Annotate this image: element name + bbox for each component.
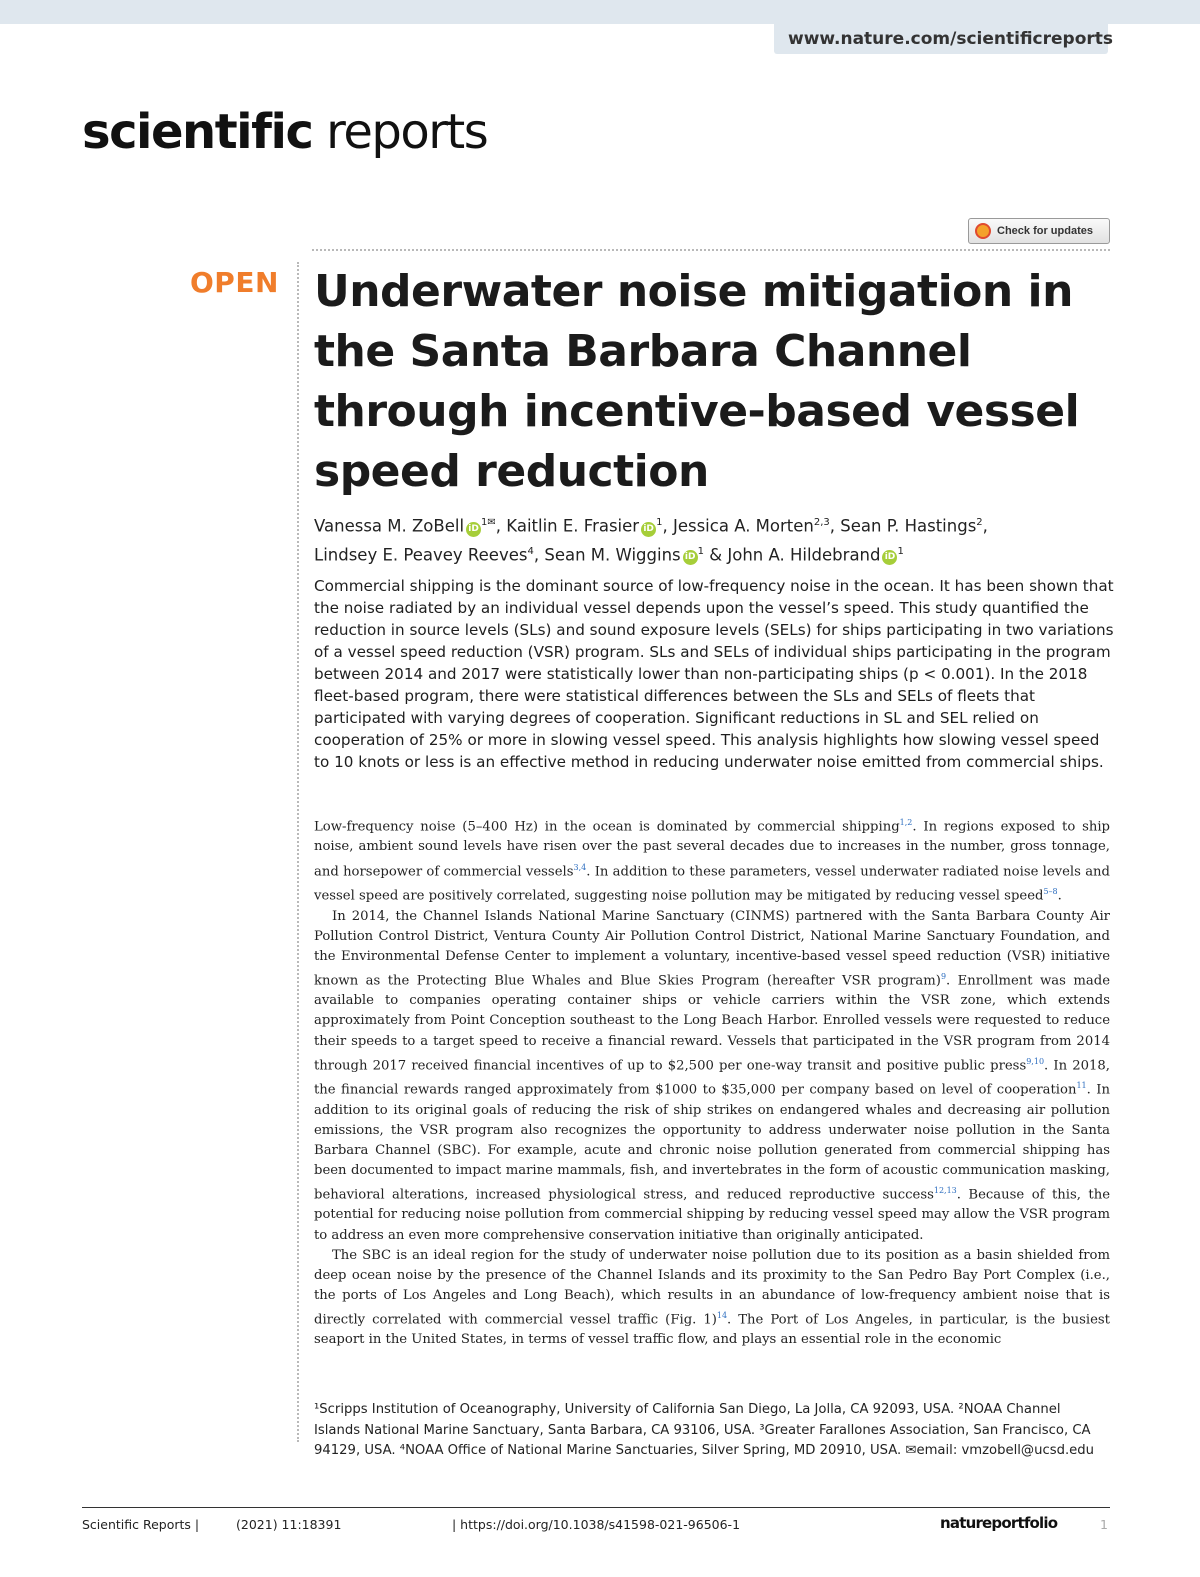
open-access-label: OPEN [190,266,279,299]
top-banner [0,0,1200,24]
footer-journal: Scientific Reports | [82,1517,200,1532]
author-affiliation-sup: 2 [976,517,983,528]
dotted-divider-left [297,262,299,1442]
footer-divider [82,1507,1110,1508]
footer-doi-link[interactable]: | https://doi.org/10.1038/s41598-021-96506-1 [452,1517,741,1532]
journal-url-link[interactable]: www.nature.com/scientificreports [774,24,1108,54]
citation-ref-link[interactable]: 1,2 [899,818,913,827]
author-affiliation-sup: 2,3 [813,517,830,528]
citation-ref-link[interactable]: 14 [716,1310,728,1320]
logo-reports: reports [312,104,488,160]
citation-ref-link[interactable]: 5–8 [1043,887,1058,897]
logo-scientific: scientific [82,104,313,160]
author-name[interactable]: Sean P. Hastings [840,516,977,536]
citation-ref-link[interactable]: 9,10 [1026,1056,1045,1066]
page-number: 1 [1100,1517,1108,1532]
citation-ref-link[interactable]: 9 [940,971,947,981]
author-affiliation-sup: 1 [656,517,663,528]
nature-portfolio-logo: natureportfolio [940,1514,1058,1532]
dotted-divider-top [312,249,1110,251]
author-name[interactable]: John A. Hildebrand [727,545,881,564]
body-paragraph: The SBC is an ideal region for the study of underwater noise pollution due to its position as a basin shielded from deep ocean noise by the presence of the Channel Islands and its proximity to the San Pedro Bay Port Complex (i.e., the ports of Los Angeles and Long Beach), which results in an abundance of low-frequency ambient noise that is directly correlated with commercial vessel traffic (Fig. 1)$^{14}$. The Port of Los Angeles, in particular, is the busiest seaport in the United States, in terms of vessel traffic flow, and plays an essential role in the economic [314,1247,1110,1348]
orcid-icon[interactable]: iD [641,522,656,537]
author-affiliation-sup: 1 [697,545,705,557]
author-affiliation-sup: 4 [527,545,534,557]
article-title: Underwater noise mitigation in the Santa Barbara Channel through incentive-based vessel speed reduction [314,266,1080,497]
author-name[interactable]: Sean M. Wiggins [544,545,681,564]
author-name[interactable]: Lindsey E. Peavey Reeves [314,545,528,564]
citation-ref-link[interactable]: 3,4 [573,862,587,872]
footer-citation: (2021) 11:18391 [236,1517,342,1532]
citation-ref-link[interactable]: 12,13 [933,1185,957,1195]
check-for-updates-button[interactable] [968,218,1110,244]
body-paragraph: In 2014, the Channel Islands National Marine Sanctuary (CINMS) partnered with the Santa Barbara County Air Pollution Control District, Ventura County Air Pollution Control District, National Marine Sanctuary Foundation, and the Environmental Defense Center to implement a voluntary, incentive-based vessel speed reduction (VSR) initiative known as the Protecting Blue Whales and Blue Skies Program (hereafter VSR program)$^9$. Enrollment was made available to companies operating container ships or vehicle carriers within the VSR zone, which extends approximately from Point Conception southeast to the Long Beach Harbor. Enrolled vessels were requested to reduce their speeds to a target speed to receive a financial reward. Vessels that participated in the VSR program from 2014 through 2017 received financial incentives of up to $2,500 per one-way transit and positive public press$^{9,10}$. In 2018, the financial rewards ranged approximately from $1000 to $35,000 per company based on level of cooperation$^{11}$. In addition to its original goals of reducing the risk of ship strikes on endangered whales and decreasing air pollution emissions, the VSR program also recognizes the opportunity to address underwater noise pollution in the Santa Barbara Channel (SBC). For example, acute and chronic noise pollution generated from commercial shipping has been documented to impact marine mammals, fish, and invertebrates in the form of acoustic communication masking, behavioral alterations, increased physiological stress, and reduced reproductive success$^{12,13}$. Because of this, the potential for reducing noise pollution from commercial shipping by reducing vessel speed may allow the VSR program to address an even more comprehensive conservation initiative than originally anticipated. [314,908,1110,1243]
citation-ref-link[interactable]: 11 [1076,1081,1087,1091]
author-list: Vanessa M. ZoBell $iD^{1✉}$, Kaitlin E. Frasier $iD^1$, Jessica A. Morten$^{2,3}$, Sean P. Hastings$^2$, Lindsey E. Peavey Reeves$^4$, Sean M. Wiggins $iD^1$ & John A. Hildebrand $iD^1$ [314,516,988,564]
author-name[interactable]: Jessica A. Morten [672,516,814,536]
journal-logo[interactable] [82,104,487,160]
article-body [314,813,1110,1350]
abstract: Commercial shipping is the dominant source of low-frequency noise in the ocean. It has been shown that the noise radiated by an individual vessel depends upon the vessel’s speed. This study quantified the reduction in source levels (SLs) and sound exposure levels (SELs) for ships participating in two variations of a vessel speed reduction (VSR) program. SLs and SELs of individual ships participating in the program between 2014 and 2017 were statistically lower than non-participating ships (p < 0.001). In the 2018 fleet-based program, there were statistical differences between the SLs and SELs of fleets that participated with varying degrees of cooperation. Significant reductions in SL and SEL relied on cooperation of 25% or more in slowing vessel speed. This analysis highlights how slowing vessel speed to 10 knots or less is an effective method in reducing underwater noise emitted from commercial ships. [314,577,1114,771]
orcid-icon[interactable]: iD [683,550,698,565]
author-affiliation-sup: 1 [897,545,904,557]
author-name[interactable]: Kaitlin E. Frasier [506,516,640,536]
orcid-icon[interactable]: iD [882,550,897,565]
author-name[interactable]: Vanessa M. ZoBell [314,516,465,536]
check-updates-label: Check for updates [997,225,1093,237]
body-paragraph: Low-frequency noise (5–400 Hz) in the ocean is dominated by commercial shipping$^{1,2}$. In regions exposed to ship noise, ambient sound levels have risen over the past several decades due to increases in the number, gross tonnage, and horsepower of commercial vessels$^{3,4}$. In addition to these parameters, vessel underwater radiated noise levels and vessel speed are positively correlated, suggesting noise pollution may be mitigated by reducing vessel speed$^{5-8}$. [314,818,1110,904]
affiliations: ¹Scripps Institution of Oceanography, University of California San Diego, La Jolla, CA 92093, USA. ²NOAA Channel Islands National Marine Sanctuary, Santa Barbara, CA 93106, USA. ³Greater Farallones Association, San Francisco, CA 94129, USA. ⁴NOAA Office of National Marine Sanctuaries, Silver Spring, MD 20910, USA. ✉email: vmzobell@ucsd.edu [314,1402,1094,1458]
orcid-icon[interactable]: iD [466,522,481,537]
author-affiliation-sup: 1✉ [481,517,496,528]
crossmark-icon [975,223,991,239]
